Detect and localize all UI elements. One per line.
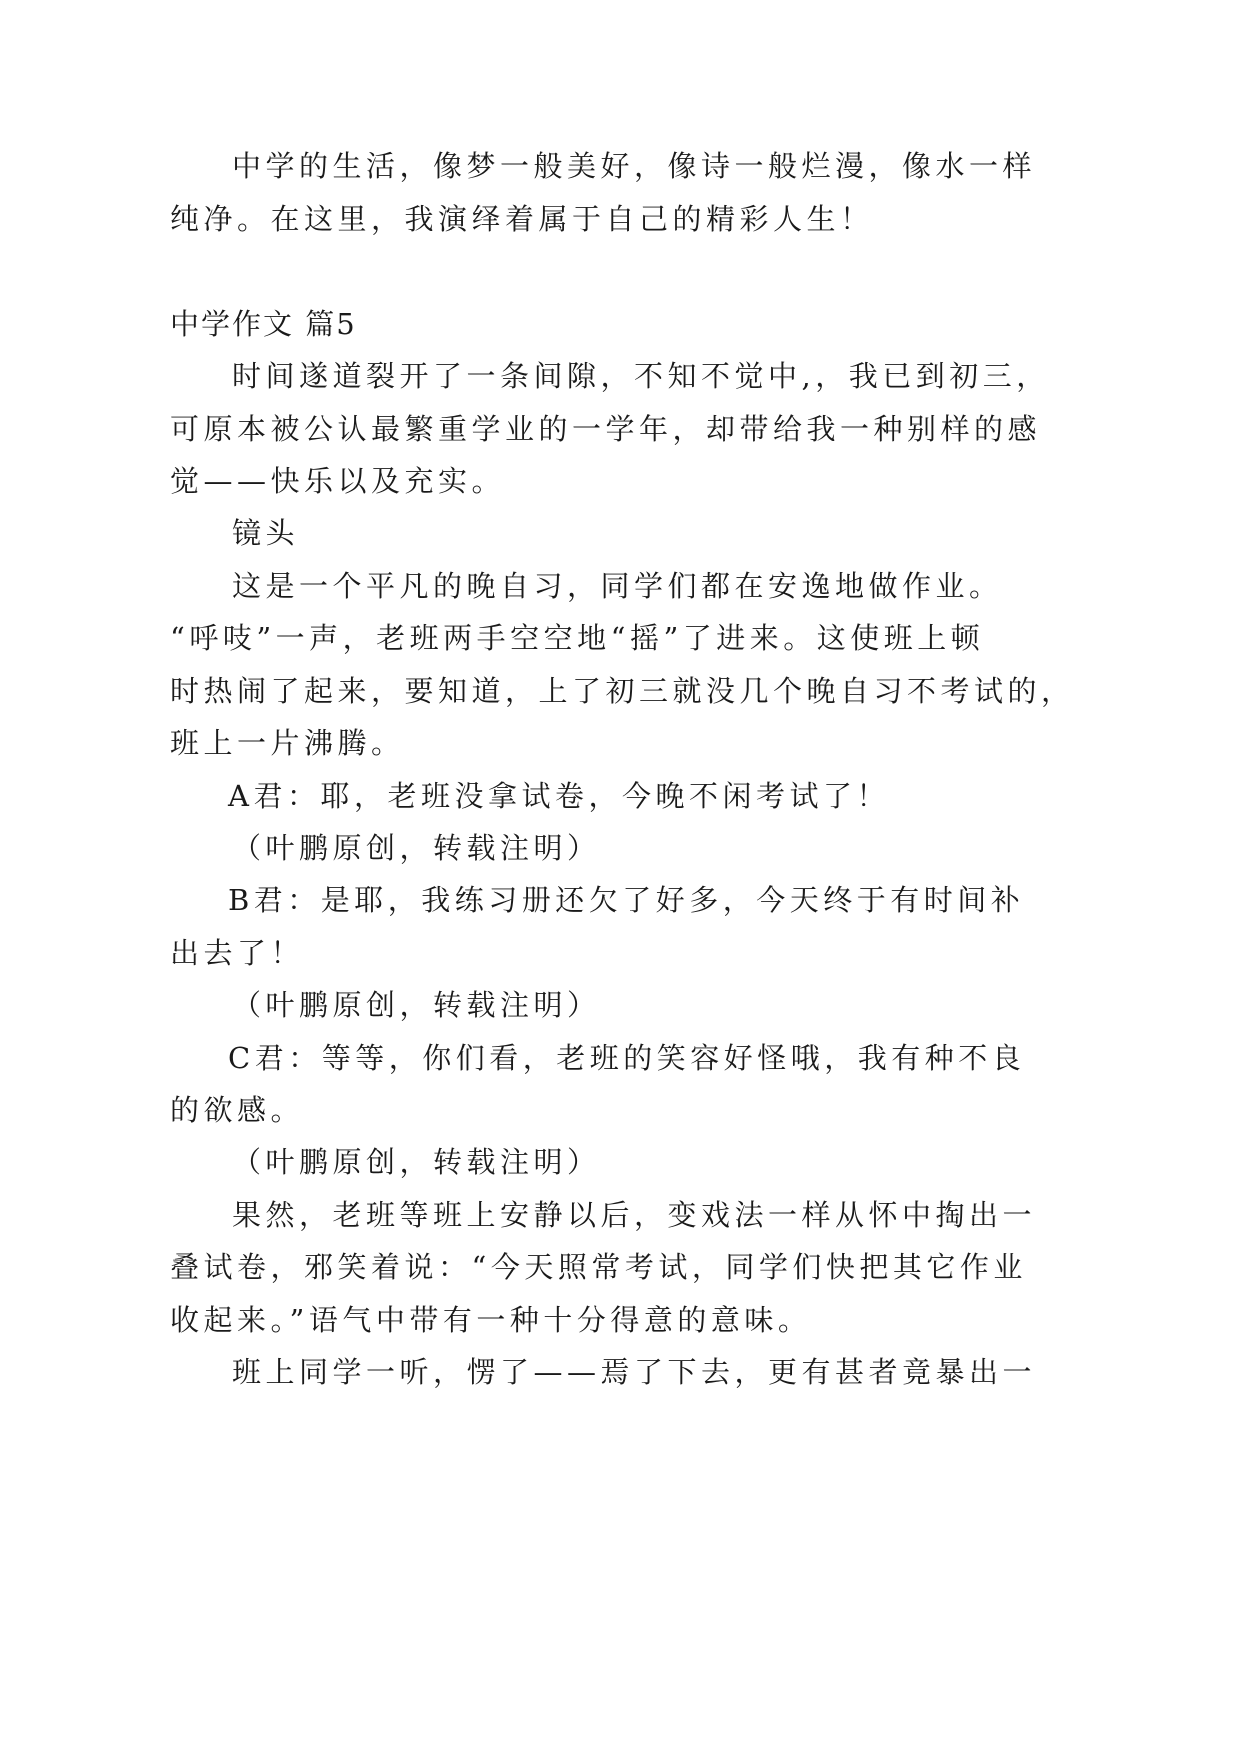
paragraph-line: 班上一片沸腾。 [170,726,405,760]
paragraph-line: 收起来。”语气中带有一种十分得意的意味。 [170,1303,812,1337]
note-line: （叶鹏原创，转载注明） [232,988,601,1022]
paragraph-line: 班上同学一听，愣了——焉了下去，更有甚者竟暴出一 [232,1355,1037,1389]
paragraph-line: 可原本被公认最繁重学业的一学年，却带给我一种别样的感 [170,412,1042,446]
paragraph-line: “呼吱”一声，老班两手空空地“摇”了进来。这使班上顿 [170,621,985,655]
paragraph-line: 时间遂道裂开了一条间隙，不知不觉中,，我已到初三， [232,359,1050,393]
subheading-line: 镜头 [232,516,300,550]
paragraph-line: 的欲感。 [170,1093,305,1127]
paragraph-line: 果然，老班等班上安静以后，变戏法一样从怀中掏出一 [232,1198,1037,1232]
paragraph-line: 觉——快乐以及充实。 [170,464,506,498]
paragraph-line: 时热闹了起来，要知道，上了初三就没几个晚自习不考试的， [170,674,1075,708]
paragraph-line: 中学的生活，像梦一般美好，像诗一般烂漫，像水一样 [232,149,1037,183]
section-heading: 中学作文 篇5 [170,307,357,341]
note-line: （叶鹏原创，转载注明） [232,831,601,865]
paragraph-line: 叠试卷，邪笑着说：“今天照常考试，同学们快把其它作业 [170,1250,1027,1284]
dialogue-line: C君：等等，你们看，老班的笑容好怪哦，我有种不良 [228,1041,1026,1075]
note-line: （叶鹏原创，转载注明） [232,1145,601,1179]
dialogue-line: A君：耶，老班没拿试卷，今晚不闲考试了！ [228,779,890,813]
dialogue-line: B君：是耶，我练习册还欠了好多，今天终于有时间补 [228,883,1025,917]
paragraph-line: 纯净。在这里，我演绎着属于自己的精彩人生！ [170,202,874,236]
paragraph-line: 出去了！ [170,936,305,970]
paragraph-line: 这是一个平凡的晚自习，同学们都在安逸地做作业。 [232,569,1003,603]
